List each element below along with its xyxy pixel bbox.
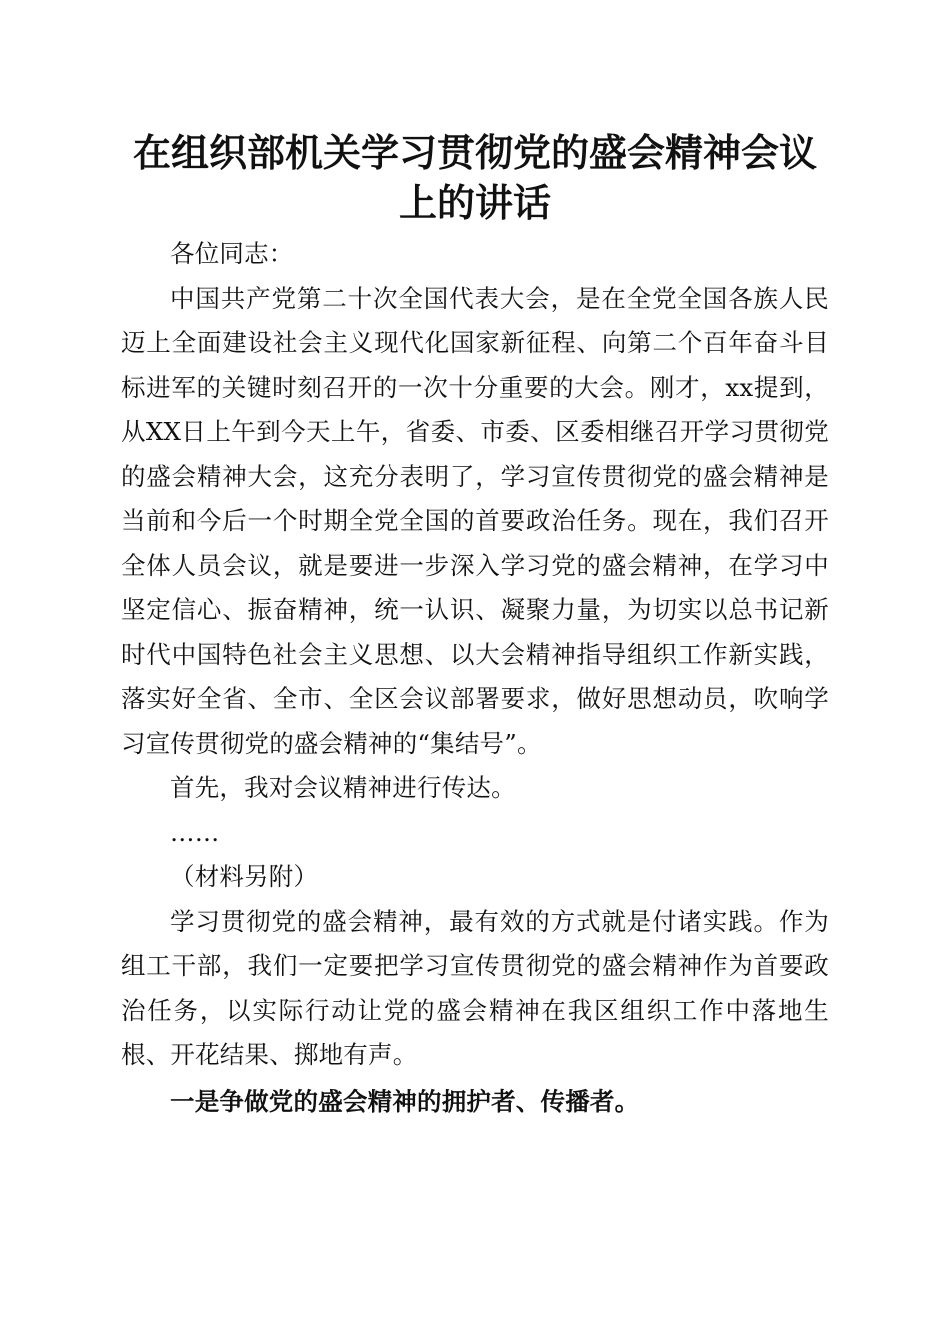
attachment-note: （材料另附）: [170, 862, 319, 891]
paragraph-intro: 中国共产党第二十次全国代表大会，是在全党全国各族人民迈上全面建设社会主义现代化国家新征程、向第二个百年奋斗目标进军的关键时刻召开的一次十分重要的大会。刚才，xx提到，从XX日上午到今天上午，省委、市委、区委相继召开学习贯彻党的盛会精神大会，这充分表明了，学习宣传贯彻党的盛会精神是当前和今后一个时期全党全国的首要政治任务。现在，我们召开全体人员会议，就是要进一步深入学习党的盛会精神，在学习中坚定信心、振奋精神，统一认识、凝聚力量，为切实以总书记新时代中国特色社会主义思想、以大会精神指导组织工作新实践，落实好全省、全市、全区会议部署要求，做好思想动员，吹响学习宣传贯彻党的盛会精神的“集结号”。: [121, 283, 829, 758]
paragraph-practice: 学习贯彻党的盛会精神，最有效的方式就是付诸实践。作为组工干部，我们一定要把学习宣传贯彻党的盛会精神作为首要政治任务，以实际行动让党的盛会精神在我区组织工作中落地生根、开花结果、掷地有声。: [121, 906, 829, 1069]
ellipsis-line: ……: [170, 817, 220, 847]
document-title: 在组织部机关学习贯彻党的盛会精神会议上的讲话: [132, 130, 817, 225]
section-heading-one: 一是争做党的盛会精神的拥护者、传播者。: [170, 1086, 640, 1116]
paragraph-relay: 首先，我对会议精神进行传达。: [170, 773, 516, 802]
document-page: [121, 128, 829, 1124]
salutation: 各位同志：: [170, 239, 294, 268]
